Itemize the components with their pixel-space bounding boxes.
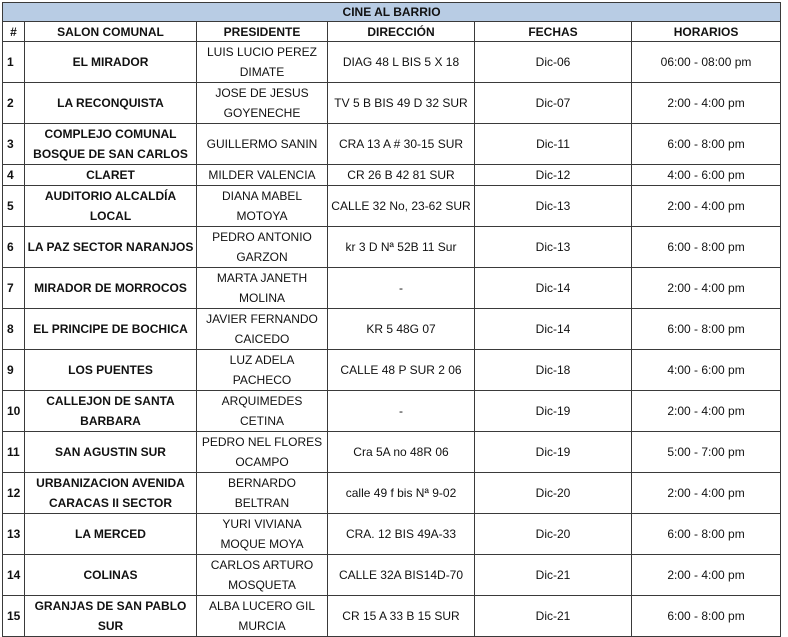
salon-comunal-cell-line: URBANIZACION AVENIDA — [36, 476, 185, 490]
table-row — [3, 514, 781, 555]
fecha-cell: Dic-20 — [475, 514, 632, 555]
presidente-cell — [197, 186, 328, 227]
salon-comunal-cell — [25, 596, 197, 637]
row-number: 2 — [3, 83, 25, 124]
presidente-cell-line: CETINA — [239, 414, 284, 428]
salon-comunal-cell — [25, 124, 197, 165]
salon-comunal-cell-line: LA PAZ SECTOR NARANJOS — [27, 240, 194, 254]
salon-comunal-cell — [25, 309, 197, 350]
direccion-cell: CR 15 A 33 B 15 SUR — [328, 596, 475, 637]
presidente-cell-line: PACHECO — [232, 373, 292, 387]
salon-comunal-cell — [25, 391, 197, 432]
fecha-cell: Dic-13 — [475, 227, 632, 268]
table-row — [3, 42, 781, 83]
salon-comunal-cell-line: COMPLEJO COMUNAL — [44, 127, 177, 141]
salon-comunal-cell-line: EL PRINCIPE DE BOCHICA — [33, 322, 188, 336]
salon-comunal-cell-line: EL MIRADOR — [72, 55, 149, 69]
direccion-cell: CR 26 B 42 81 SUR — [328, 165, 475, 186]
horario-cell: 6:00 - 8:00 pm — [632, 309, 781, 350]
horario-cell: 2:00 - 4:00 pm — [632, 83, 781, 124]
presidente-cell — [197, 42, 328, 83]
presidente-cell-line: BELTRAN — [234, 496, 290, 510]
presidente-cell-line: DIMATE — [239, 65, 285, 79]
direccion-cell: KR 5 48G 07 — [328, 309, 475, 350]
direccion-cell: calle 49 f bis Nª 9-02 — [328, 473, 475, 514]
salon-comunal-cell — [25, 268, 197, 309]
row-number: 13 — [3, 514, 25, 555]
presidente-cell — [197, 432, 328, 473]
presidente-cell-line: GARZON — [236, 250, 288, 264]
presidente-cell — [197, 514, 328, 555]
salon-comunal-cell — [25, 227, 197, 268]
salon-comunal-cell — [25, 165, 197, 186]
horario-cell: 5:00 - 7:00 pm — [632, 432, 781, 473]
presidente-cell-line: JAVIER FERNANDO — [206, 312, 318, 326]
horario-cell: 2:00 - 4:00 pm — [632, 473, 781, 514]
header-presidente: PRESIDENTE — [197, 22, 328, 42]
presidente-cell — [197, 165, 328, 186]
table-row — [3, 186, 781, 227]
table-row — [3, 124, 781, 165]
direccion-cell: CALLE 32 No, 23-62 SUR — [328, 186, 475, 227]
row-number: 15 — [3, 596, 25, 637]
salon-comunal-cell-line: CLARET — [86, 168, 135, 182]
horario-cell: 6:00 - 8:00 pm — [632, 124, 781, 165]
direccion-cell: DIAG 48 L BIS 5 X 18 — [328, 42, 475, 83]
fecha-cell: Dic-14 — [475, 268, 632, 309]
presidente-cell-line: MOSQUETA — [228, 578, 296, 592]
salon-comunal-cell-line: LA MERCED — [75, 527, 146, 541]
fecha-cell: Dic-21 — [475, 555, 632, 596]
salon-comunal-cell-line: BARBARA — [80, 414, 141, 428]
presidente-cell-line: ARQUIMEDES — [221, 394, 303, 408]
presidente-cell-line: MOQUE MOYA — [220, 537, 304, 551]
fecha-cell: Dic-13 — [475, 186, 632, 227]
header-salon: SALON COMUNAL — [25, 22, 197, 42]
header-horarios: HORARIOS — [632, 22, 781, 42]
fecha-cell: Dic-07 — [475, 83, 632, 124]
presidente-cell-line: MOTOYA — [236, 209, 288, 223]
table-row — [3, 227, 781, 268]
presidente-cell-line: MILDER VALENCIA — [208, 168, 316, 182]
row-number: 1 — [3, 42, 25, 83]
presidente-cell — [197, 268, 328, 309]
horario-cell: 2:00 - 4:00 pm — [632, 391, 781, 432]
salon-comunal-cell-line: BOSQUE DE SAN CARLOS — [33, 147, 188, 161]
table-row — [3, 432, 781, 473]
salon-comunal-cell — [25, 42, 197, 83]
presidente-cell-line: DIANA MABEL — [221, 189, 303, 203]
salon-comunal-cell — [25, 473, 197, 514]
table-title: CINE AL BARRIO — [3, 3, 781, 22]
direccion-cell: kr 3 D Nª 52B 11 Sur — [328, 227, 475, 268]
fecha-cell: Dic-11 — [475, 124, 632, 165]
presidente-cell — [197, 555, 328, 596]
row-number: 11 — [3, 432, 25, 473]
horario-cell: 2:00 - 4:00 pm — [632, 186, 781, 227]
presidente-cell-line: BERNARDO — [227, 476, 296, 490]
salon-comunal-cell-line: CARACAS II SECTOR — [48, 496, 173, 510]
horario-cell: 6:00 - 8:00 pm — [632, 227, 781, 268]
horario-cell: 4:00 - 6:00 pm — [632, 165, 781, 186]
table-body — [3, 42, 781, 637]
header-fechas: FECHAS — [475, 22, 632, 42]
row-number: 7 — [3, 268, 25, 309]
table-row — [3, 268, 781, 309]
presidente-cell-line: YURI VIVIANA — [222, 517, 302, 531]
presidente-cell-line: CAICEDO — [234, 332, 290, 346]
salon-comunal-cell — [25, 83, 197, 124]
header-row — [3, 22, 781, 42]
row-number: 4 — [3, 165, 25, 186]
row-number: 10 — [3, 391, 25, 432]
direccion-cell: - — [328, 268, 475, 309]
salon-comunal-cell-line: GRANJAS DE SAN PABLO — [34, 599, 187, 613]
horario-cell: 6:00 - 8:00 pm — [632, 514, 781, 555]
direccion-cell: CRA 13 A # 30-15 SUR — [328, 124, 475, 165]
horario-cell: 6:00 - 8:00 pm — [632, 596, 781, 637]
salon-comunal-cell-line: SUR — [97, 619, 124, 633]
table-row — [3, 555, 781, 596]
fecha-cell: Dic-20 — [475, 473, 632, 514]
header-direccion: DIRECCIÓN — [328, 22, 475, 42]
fecha-cell: Dic-21 — [475, 596, 632, 637]
presidente-cell-line: ALBA LUCERO GIL — [208, 599, 316, 613]
presidente-cell-line: CARLOS ARTURO — [210, 558, 314, 572]
row-number: 8 — [3, 309, 25, 350]
salon-comunal-cell — [25, 514, 197, 555]
salon-comunal-cell — [25, 432, 197, 473]
presidente-cell — [197, 473, 328, 514]
fecha-cell: Dic-14 — [475, 309, 632, 350]
presidente-cell-line: PEDRO NEL FLORES — [201, 435, 323, 449]
presidente-cell-line: GUILLERMO SANIN — [206, 137, 318, 151]
salon-comunal-cell — [25, 555, 197, 596]
salon-comunal-cell-line: AUDITORIO ALCALDÍA — [44, 189, 177, 203]
direccion-cell: CRA. 12 BIS 49A-33 — [328, 514, 475, 555]
direccion-cell: TV 5 B BIS 49 D 32 SUR — [328, 83, 475, 124]
horario-cell: 06:00 - 08:00 pm — [632, 42, 781, 83]
fecha-cell: Dic-06 — [475, 42, 632, 83]
salon-comunal-cell-line: LA RECONQUISTA — [57, 96, 164, 110]
presidente-cell-line: LUIS LUCIO PEREZ — [206, 45, 318, 59]
presidente-cell-line: OCAMPO — [235, 455, 289, 469]
fecha-cell: Dic-19 — [475, 432, 632, 473]
direccion-cell: Cra 5A no 48R 06 — [328, 432, 475, 473]
presidente-cell-line: GOYENECHE — [223, 106, 301, 120]
presidente-cell — [197, 227, 328, 268]
presidente-cell — [197, 350, 328, 391]
horario-cell: 2:00 - 4:00 pm — [632, 555, 781, 596]
horario-cell: 2:00 - 4:00 pm — [632, 268, 781, 309]
salon-comunal-cell-line: MIRADOR DE MORROCOS — [34, 281, 187, 295]
direccion-cell: CALLE 48 P SUR 2 06 — [328, 350, 475, 391]
presidente-cell — [197, 124, 328, 165]
horario-cell: 4:00 - 6:00 pm — [632, 350, 781, 391]
presidente-cell-line: JOSE DE JESUS — [215, 86, 309, 100]
row-number: 14 — [3, 555, 25, 596]
fecha-cell: Dic-12 — [475, 165, 632, 186]
row-number: 9 — [3, 350, 25, 391]
direccion-cell: CALLE 32A BIS14D-70 — [328, 555, 475, 596]
row-number: 5 — [3, 186, 25, 227]
table-row — [3, 165, 781, 186]
table-row — [3, 350, 781, 391]
salon-comunal-cell — [25, 186, 197, 227]
header-num: # — [3, 22, 25, 42]
salon-comunal-cell-line: SAN AGUSTIN SUR — [55, 445, 166, 459]
table-row — [3, 473, 781, 514]
fecha-cell: Dic-19 — [475, 391, 632, 432]
salon-comunal-cell-line: LOCAL — [89, 209, 132, 223]
presidente-cell — [197, 391, 328, 432]
table-row — [3, 309, 781, 350]
row-number: 3 — [3, 124, 25, 165]
direccion-cell: - — [328, 391, 475, 432]
presidente-cell-line: LUZ ADELA — [229, 353, 295, 367]
salon-comunal-cell-line: LOS PUENTES — [68, 363, 153, 377]
row-number: 6 — [3, 227, 25, 268]
fecha-cell: Dic-18 — [475, 350, 632, 391]
row-number: 12 — [3, 473, 25, 514]
presidente-cell — [197, 83, 328, 124]
schedule-table — [2, 2, 781, 637]
presidente-cell-line: MARTA JANETH — [216, 271, 308, 285]
presidente-cell-line: MURCIA — [238, 619, 286, 633]
presidente-cell — [197, 309, 328, 350]
salon-comunal-cell-line: COLINAS — [83, 568, 138, 582]
table-row — [3, 391, 781, 432]
table-row — [3, 596, 781, 637]
salon-comunal-cell — [25, 350, 197, 391]
presidente-cell-line: MOLINA — [238, 291, 285, 305]
salon-comunal-cell-line: CALLEJON DE SANTA — [46, 394, 175, 408]
presidente-cell-line: PEDRO ANTONIO — [212, 230, 312, 244]
presidente-cell — [197, 596, 328, 637]
table-row — [3, 83, 781, 124]
